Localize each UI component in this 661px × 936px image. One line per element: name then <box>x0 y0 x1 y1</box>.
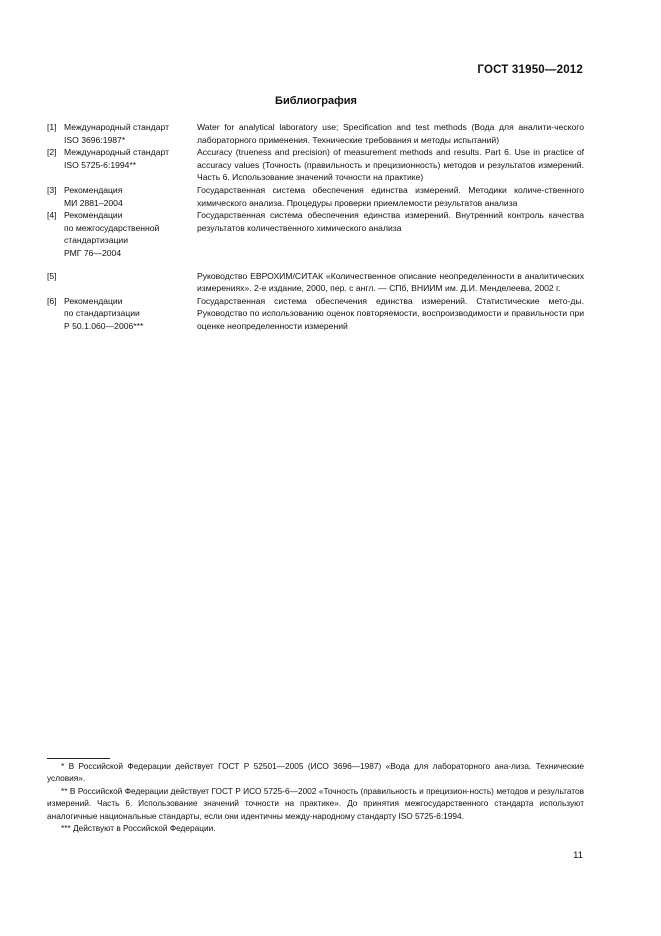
bibliography-entry-2 <box>47 146 584 184</box>
bibliography-title: Библиография <box>275 95 357 107</box>
bibliography-entry-1 <box>47 121 584 146</box>
footnote-2: ** В Российской Федерации действует ГОСТ Р ИСО 5725-6—2002 «Точность (правильность и прецизион-ность) методов и результатов измерений. Часть 6. Использование значений точности на практике». До принятия межгосударственного стандарта используют аналогичные национальные стандарты, если они идентичны между-народному стандарту ISO 5725-6:1994. <box>47 785 584 821</box>
entry-number: [6] <box>47 295 57 306</box>
entry-source: Рекомендации по межгосударственной стандартизации РМГ 76—2004 <box>64 210 160 258</box>
entry-number: [5] <box>47 270 57 281</box>
entry-source <box>64 270 197 295</box>
entry-number: [2] <box>47 147 57 158</box>
entry-description: Water for analytical laboratory use; Specification and test methods (Вода для аналити-ческого лабораторного применения. Технические требования и методы испытаний) <box>197 122 584 145</box>
entry-number: [3] <box>47 184 57 195</box>
bibliography-entry-4 <box>47 209 584 259</box>
bibliography-entry-5 <box>47 270 584 295</box>
bibliography-entry-3 <box>47 184 584 209</box>
footnote-1: * В Российской Федерации действует ГОСТ Р 52501—2005 (ИСО 3696—1987) «Вода для лабораторного ана-лиза. Технические условия». <box>47 761 584 784</box>
entry-description: Государственная система обеспечения единства измерений. Методики количе-ственного химического анализа. Процедуры проверки приемлемости результатов анализа <box>197 184 584 208</box>
bibliography-list <box>47 121 584 333</box>
page-number: 11 <box>573 850 583 861</box>
entry-number: [4] <box>47 210 57 221</box>
entry-source: Рекомендация МИ 2881–2004 <box>64 184 123 208</box>
entry-source: Международный стандарт ISO 3696:1987* <box>64 122 170 145</box>
footnote-divider <box>47 758 110 759</box>
entry-description: Государственная система обеспечения единства измерений. Внутренний контроль качества результатов количественного химического анализа <box>197 210 584 233</box>
footnotes <box>47 758 584 834</box>
entry-source: Рекомендации по стандартизации Р 50.1.060—2006*** <box>64 295 144 331</box>
entry-number: [1] <box>47 122 57 132</box>
footnote-3: *** Действуют в Российской Федерации. <box>61 823 216 834</box>
bibliography-entry-6 <box>47 295 584 333</box>
document-code: ГОСТ 31950—2012 <box>477 64 583 76</box>
entry-description: Accuracy (trueness and precision) of measurement methods and results. Part 6. Use in practice of accuracy values (Точность (правильность и прецизионность) методов и результатов измерений. Часть 6. Использование значений точности на практике) <box>197 147 584 183</box>
entry-description: Государственная система обеспечения единства измерений. Статистические мето-ды. Руководство по использованию оценок повторяемости, воспроизводимости и правильности при оценке неопределенности измерений <box>197 295 584 331</box>
entry-description: Руководство ЕВРОХИМ/СИТАК «Количественное описание неопределенности в аналитических измерениях». 2-е издание, 2000, пер. с англ. — СПб, ВНИИМ им. Д.И. Менделеева, 2002 г. <box>197 270 584 294</box>
entry-source: Международный стандарт ISO 5725-6:1994** <box>64 147 170 170</box>
